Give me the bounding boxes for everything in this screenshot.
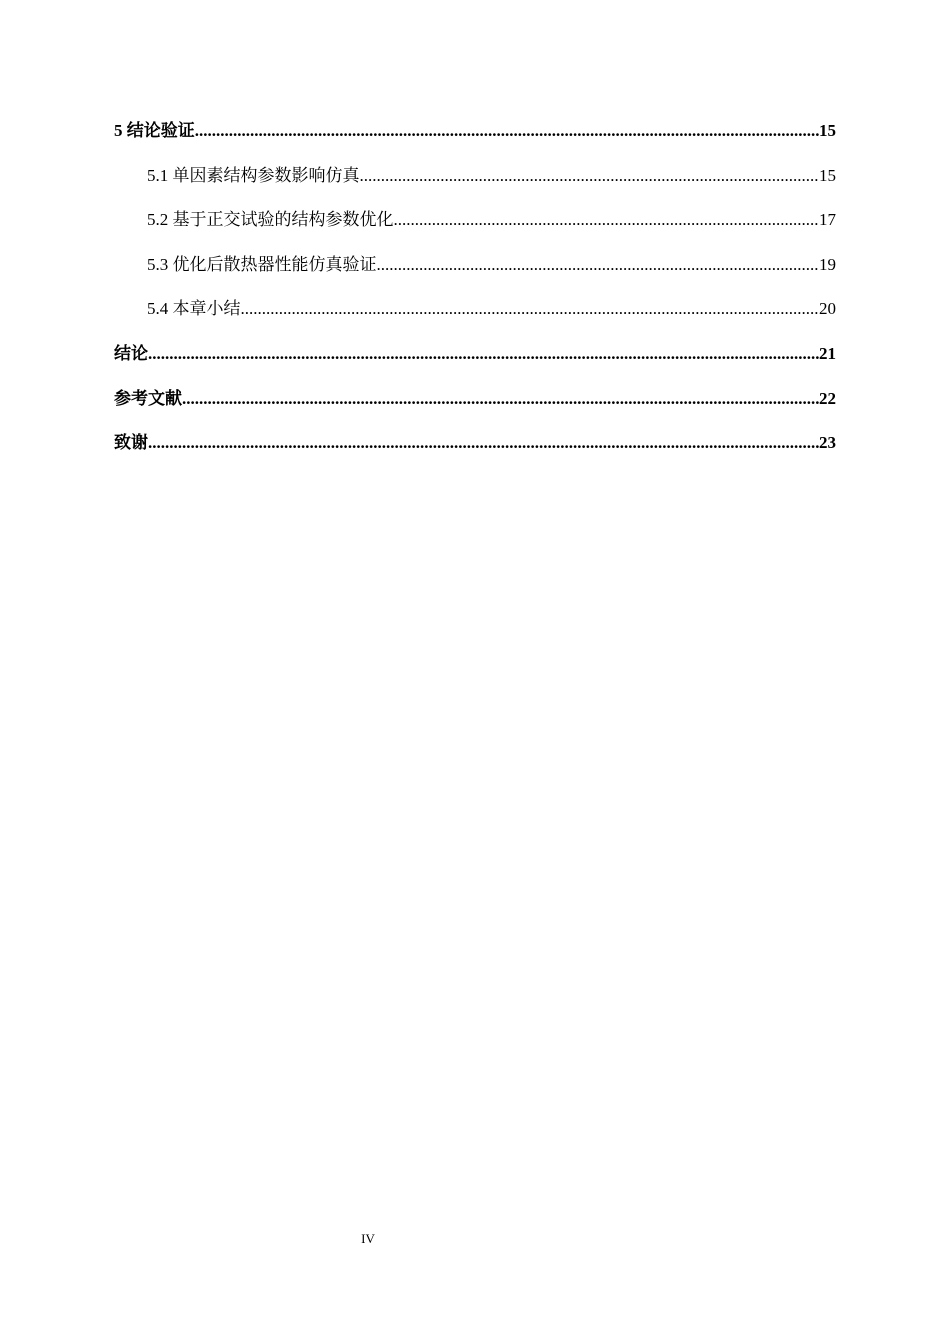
toc-entry-title: 5.1 单因素结构参数影响仿真 [147, 165, 360, 185]
toc-entry-5-4[interactable] [114, 295, 836, 340]
toc-leader-dots [241, 295, 820, 323]
toc-entry-references[interactable] [114, 385, 836, 430]
toc-leader-dots [182, 385, 819, 413]
toc-leader-dots [148, 340, 819, 368]
toc-entry-conclusion[interactable] [114, 340, 836, 385]
toc-entry-title: 致谢 [114, 433, 148, 453]
toc-entry-title: 5 结论验证 [114, 121, 195, 140]
toc-entry-acknowledgements[interactable] [114, 429, 836, 474]
page-number-footer: IV [361, 1231, 375, 1246]
toc-leader-dots [377, 251, 820, 279]
toc-entry-page: 15 [819, 121, 836, 140]
toc-entry-5-2[interactable] [114, 206, 836, 251]
toc-entry-page: 23 [819, 433, 836, 453]
table-of-contents [114, 117, 836, 474]
toc-entry-page: 17 [819, 210, 836, 230]
toc-leader-dots [148, 429, 819, 457]
toc-entry-page: 19 [819, 254, 836, 274]
toc-entry-page: 15 [819, 165, 836, 185]
toc-leader-dots [195, 117, 819, 145]
toc-entry-title: 参考文献 [114, 388, 182, 408]
toc-entry-chapter-5[interactable] [114, 117, 836, 162]
toc-entry-title: 结论 [114, 343, 148, 363]
toc-entry-5-3[interactable] [114, 251, 836, 296]
toc-entry-page: 21 [819, 343, 836, 363]
toc-entry-title: 5.2 基于正交试验的结构参数优化 [147, 210, 394, 230]
toc-entry-page: 22 [819, 388, 836, 408]
toc-leader-dots [394, 206, 820, 234]
toc-entry-title: 5.4 本章小结 [147, 299, 241, 319]
toc-entry-page: 20 [819, 299, 836, 319]
toc-entry-title: 5.3 优化后散热器性能仿真验证 [147, 254, 377, 274]
toc-entry-5-1[interactable] [114, 162, 836, 207]
toc-leader-dots [360, 162, 820, 190]
